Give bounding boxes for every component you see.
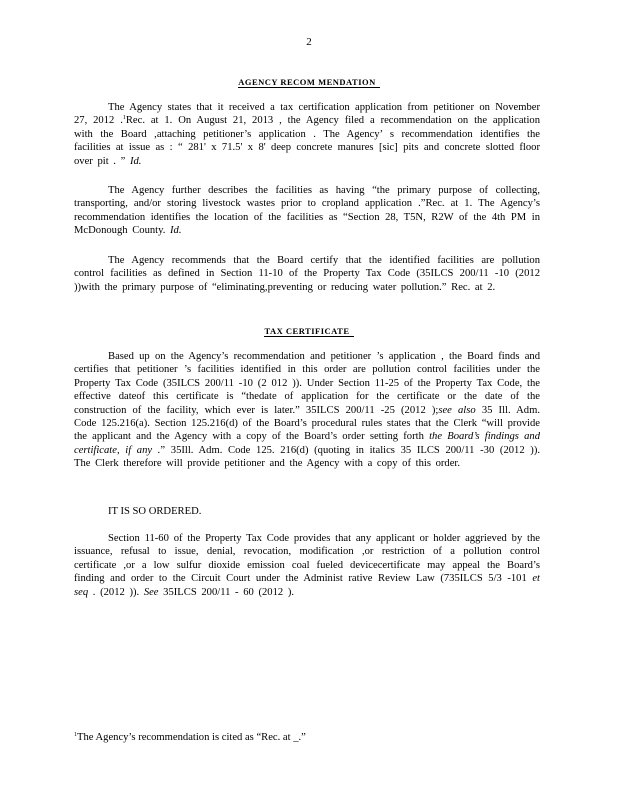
p5-text-b: . (2012 )). — [92, 586, 140, 598]
footnote-number: 1 — [74, 732, 77, 738]
p5-text-c: 35ILCS 200/11 - 60 (2012 ). — [163, 586, 295, 598]
heading-agency-recommendation — [0, 76, 618, 89]
paragraph-facility-description — [74, 184, 540, 238]
heading-agency-recommendation-text: AGENCY RECOM MENDATION — [238, 77, 380, 88]
page-number: 2 — [306, 36, 312, 48]
heading-tax-certificate — [0, 325, 618, 338]
footnote-text: The Agency’s recommendation is cited as “Rec. at _.” — [77, 732, 306, 743]
p4-text-a: Based up on the Agency’s recommendation and petitioner ’s application , the Board finds and certifies that petitioner ’s facilities identified in this order are pollution control facilities under the Property Tax Code (35ILCS 200/11 -10 (2 012 )). Under Section 11-25 of the Property Tax Code, the effective dateof this certificate is “thedate of application for the certificate or the date of the construction of the facility, which ever is later.” 35ILCS 200/11 -25 (2012 ); — [74, 351, 540, 416]
p1-text-a: The Agency states that it received a tax certification application from petitioner on November 27, 2012 . — [74, 102, 540, 127]
heading-tax-certificate-text: TAX CERTIFICATE — [264, 326, 353, 337]
p2-citation: Id. — [170, 225, 182, 237]
paragraph-agency-recommends — [74, 254, 540, 294]
p5-see: See — [143, 586, 159, 598]
p1-text-b: Rec. at 1. On August 21, 2013 , the Agency filed a recommendation on the application with the Board ,attaching petitioner’s application . The Agency’ s recommendation identifies the facilities at issue as : “ 281' x 71.5' x 8' deep concrete manures [sic] pits and concrete slotted floor over pit . ” — [74, 115, 540, 167]
p4-italic-quote: the Board’s findings and certificate, if any . — [74, 431, 541, 456]
p2-text: The Agency further describes the facilities as having “the primary purpose of collecting, transporting, and/or storing livestock wastes prior to cropland application .”Rec. at 1. The Agency’s recommendation identifies the location of the facilities as “Section 28, T5N, R2W of the 4th PM in McDonough County. — [74, 185, 540, 237]
p3-text: The Agency recommends that the Board certify that the identified facilities are pollution control facilities as defined in Section 11-10 of the Property Tax Code (35ILCS 200/11 -10 (2012 ))with the primary purpose of “eliminating,preventing or reducing water pollution.” Rec. at 2. — [74, 255, 540, 293]
footnote-ref-1: 1 — [122, 115, 126, 122]
paragraph-board-findings — [74, 350, 540, 471]
p4-text-c: ” 35Ill. Adm. Code 125. 216(d) (quoting in italics 35 ILCS 200/11 -30 (2012 )). The Clerk therefore will provide petitioner and the Agency with a copy of this order. — [74, 444, 540, 470]
paragraph-agency-receipt — [74, 101, 540, 168]
paragraph-appeal-rights — [74, 532, 540, 599]
footnote — [74, 731, 544, 744]
p4-text-b: 35 Ill. Adm. Code 125.216(a). Section 125.216(d) of the Board’s procedural rules states that the Clerk “will provide the applicant and the Agency with a copy of the Board’s order setting forth — [74, 404, 540, 443]
p5-et-seq: et seq — [74, 573, 540, 598]
p4-see-also: see also — [438, 404, 476, 416]
p5-text-a: Section 11-60 of the Property Tax Code provides that any applicant or holder aggrieved by the issuance, refusal to issue, denial, revocation, modification ,or restriction of a pollution control certificate ,or a low sulfur dioxide emission coal fueled devicecertificate may appeal the Board’s finding and order to the Circuit Court under the Administ rative Review Law (735ILCS 5/3 -101 — [74, 533, 540, 585]
so-ordered: IT IS SO ORDERED. — [108, 506, 202, 517]
p1-citation: Id. — [129, 155, 142, 167]
